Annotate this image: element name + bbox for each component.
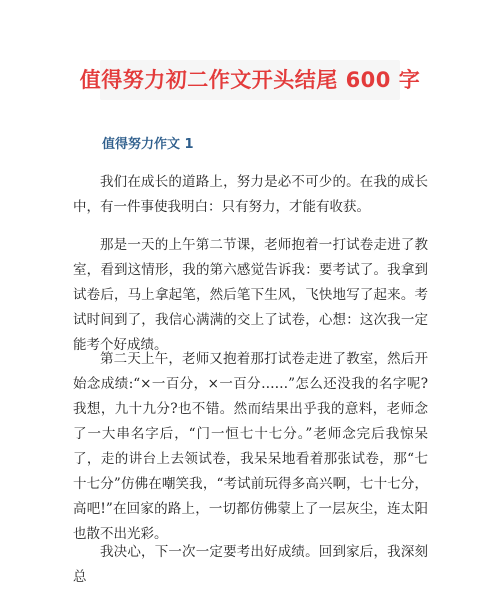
paragraph: 我们在成长的道路上，努力是必不可少的。在我的成长中，有一件事使我明白：只有努力，才能有收获。 <box>73 174 428 215</box>
page-title: 值得努力初二作文开头结尾 600 字 <box>79 68 421 92</box>
paragraph: 那是一天的上午第二节课，老师抱着一打试卷走进了教室，看到这情形，我的第六感觉告诉我：要考试了。我拿到试卷后，马上拿起笔，然后笔下生风，飞快地写了起来。考试时间到了，我信心满满的交上了试卷，心想：这次我一定能考个好成绩。 <box>73 237 428 353</box>
paragraph: 我决心，下一次一定要考出好成绩。回到家后，我深刻总 <box>73 544 428 585</box>
essay-subtitle: 值得努力作文 1 <box>102 137 194 152</box>
paragraph: 第二天上午，老师又抱着那打试卷走进了教室，然后开始念成绩:“×一百分，×一百分……”怎么还没我的名字呢?我想，九十九分?也不错。然而结果出乎我的意料，老师念了一大串名字后，“门一恒七十七分。”老师念完后我惊呆了，走的讲台上去领试卷，我呆呆地看着那张试卷，那“七十七分”仿佛在嘲笑我，“考试前玩得多高兴啊，七十七分，高吧!”在回家的路上，一切都仿佛蒙上了一层灰尘，连太阳也散不出光彩。 <box>73 351 428 542</box>
